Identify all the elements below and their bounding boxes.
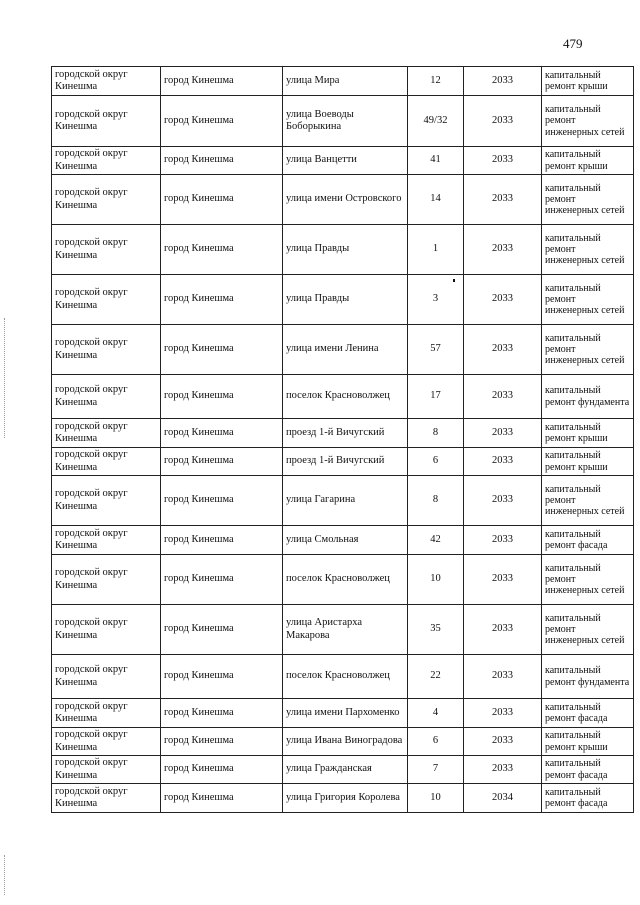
city-cell: город Кинешма [161, 476, 283, 526]
table-row [52, 375, 634, 419]
table-row [52, 756, 634, 784]
house-number-cell: 10 [408, 555, 464, 605]
district-cell: городской округ Кинешма [52, 555, 161, 605]
table-row [52, 147, 634, 175]
table-row [52, 699, 634, 728]
district-cell: городской округ Кинешма [52, 96, 161, 147]
street-cell: улица Гагарина [283, 476, 408, 526]
street-cell: проезд 1-й Вичугский [283, 448, 408, 476]
table-row [52, 275, 634, 325]
work-type-cell: капитальный ремонт инженерных сетей [542, 225, 634, 275]
street-cell: улица имени Островского [283, 175, 408, 225]
year-cell: 2033 [464, 526, 542, 555]
street-cell: улица Аристарха Макарова [283, 605, 408, 655]
work-type-cell: капитальный ремонт крыши [542, 67, 634, 96]
year-cell: 2033 [464, 728, 542, 756]
street-cell: поселок Красноволжец [283, 555, 408, 605]
street-cell: улица имени Ленина [283, 325, 408, 375]
district-cell: городской округ Кинешма [52, 784, 161, 813]
work-type-cell: капитальный ремонт фасада [542, 699, 634, 728]
street-cell: проезд 1-й Вичугский [283, 419, 408, 448]
city-cell: город Кинешма [161, 756, 283, 784]
district-cell: городской округ Кинешма [52, 419, 161, 448]
district-cell: городской округ Кинешма [52, 476, 161, 526]
city-cell: город Кинешма [161, 555, 283, 605]
district-cell: городской округ Кинешма [52, 756, 161, 784]
street-cell: поселок Красноволжец [283, 655, 408, 699]
district-cell: городской округ Кинешма [52, 375, 161, 419]
year-cell: 2033 [464, 175, 542, 225]
city-cell: город Кинешма [161, 655, 283, 699]
city-cell: город Кинешма [161, 96, 283, 147]
work-type-cell: капитальный ремонт инженерных сетей [542, 605, 634, 655]
district-cell: городской округ Кинешма [52, 147, 161, 175]
year-cell: 2033 [464, 448, 542, 476]
year-cell: 2033 [464, 96, 542, 147]
year-cell: 2033 [464, 655, 542, 699]
table-row [52, 655, 634, 699]
city-cell: город Кинешма [161, 728, 283, 756]
street-cell: улица Гражданская [283, 756, 408, 784]
city-cell: город Кинешма [161, 325, 283, 375]
work-type-cell: капитальный ремонт инженерных сетей [542, 96, 634, 147]
margin-scan-marks [4, 318, 6, 438]
house-number-cell: 10 [408, 784, 464, 813]
year-cell: 2033 [464, 275, 542, 325]
house-number-cell: 4 [408, 699, 464, 728]
work-type-cell: капитальный ремонт крыши [542, 448, 634, 476]
house-number-cell: 8 [408, 419, 464, 448]
house-number-cell: 57 [408, 325, 464, 375]
house-number-cell: 12 [408, 67, 464, 96]
page-number: 479 [563, 36, 583, 51]
work-type-cell: капитальный ремонт фундамента [542, 655, 634, 699]
table-row [52, 526, 634, 555]
district-cell: городской округ Кинешма [52, 448, 161, 476]
street-cell: улица Воеводы Боборыкина [283, 96, 408, 147]
house-number-cell: 17 [408, 375, 464, 419]
work-type-cell: капитальный ремонт фасада [542, 756, 634, 784]
district-cell: городской округ Кинешма [52, 275, 161, 325]
table-row [52, 784, 634, 813]
district-cell: городской округ Кинешма [52, 67, 161, 96]
table-row [52, 419, 634, 448]
year-cell: 2033 [464, 147, 542, 175]
district-cell: городской округ Кинешма [52, 325, 161, 375]
repair-schedule-table [51, 66, 634, 813]
street-cell: улица Правды [283, 275, 408, 325]
street-cell: улица Правды [283, 225, 408, 275]
year-cell: 2033 [464, 699, 542, 728]
year-cell: 2033 [464, 375, 542, 419]
table-row [52, 325, 634, 375]
street-cell: улица Мира [283, 67, 408, 96]
street-cell: поселок Красноволжец [283, 375, 408, 419]
city-cell: город Кинешма [161, 605, 283, 655]
house-number-cell: 6 [408, 728, 464, 756]
table-row [52, 67, 634, 96]
work-type-cell: капитальный ремонт инженерных сетей [542, 275, 634, 325]
house-number-cell: 8 [408, 476, 464, 526]
district-cell: городской округ Кинешма [52, 526, 161, 555]
house-number-cell: 7 [408, 756, 464, 784]
work-type-cell: капитальный ремонт инженерных сетей [542, 555, 634, 605]
year-cell: 2033 [464, 225, 542, 275]
table-row [52, 555, 634, 605]
district-cell: городской округ Кинешма [52, 728, 161, 756]
district-cell: городской округ Кинешма [52, 175, 161, 225]
city-cell: город Кинешма [161, 419, 283, 448]
city-cell: город Кинешма [161, 147, 283, 175]
work-type-cell: капитальный ремонт фасада [542, 784, 634, 813]
city-cell: город Кинешма [161, 448, 283, 476]
year-cell: 2033 [464, 67, 542, 96]
table-row [52, 728, 634, 756]
table-body [52, 67, 634, 813]
city-cell: город Кинешма [161, 526, 283, 555]
house-number-cell: 6 [408, 448, 464, 476]
city-cell: город Кинешма [161, 699, 283, 728]
table-row [52, 175, 634, 225]
district-cell: городской округ Кинешма [52, 699, 161, 728]
street-cell: улица Григория Королева [283, 784, 408, 813]
year-cell: 2033 [464, 325, 542, 375]
year-cell: 2033 [464, 555, 542, 605]
house-number-cell: 22 [408, 655, 464, 699]
work-type-cell: капитальный ремонт инженерных сетей [542, 175, 634, 225]
city-cell: город Кинешма [161, 67, 283, 96]
house-number-cell: 35 [408, 605, 464, 655]
house-number-cell: 41 [408, 147, 464, 175]
table-row [52, 605, 634, 655]
work-type-cell: капитальный ремонт фасада [542, 526, 634, 555]
work-type-cell: капитальный ремонт инженерных сетей [542, 476, 634, 526]
work-type-cell: капитальный ремонт инженерных сетей [542, 325, 634, 375]
table-row [52, 448, 634, 476]
house-number-cell: 1 [408, 225, 464, 275]
city-cell: город Кинешма [161, 175, 283, 225]
city-cell: город Кинешма [161, 375, 283, 419]
district-cell: городской округ Кинешма [52, 605, 161, 655]
year-cell: 2033 [464, 605, 542, 655]
district-cell: городской округ Кинешма [52, 225, 161, 275]
street-cell: улица Ивана Виноградова [283, 728, 408, 756]
street-cell: улица имени Пархоменко [283, 699, 408, 728]
house-number-cell: 14 [408, 175, 464, 225]
house-number-cell: 42 [408, 526, 464, 555]
year-cell: 2033 [464, 756, 542, 784]
district-cell: городской округ Кинешма [52, 655, 161, 699]
table-row [52, 225, 634, 275]
city-cell: город Кинешма [161, 225, 283, 275]
city-cell: город Кинешма [161, 784, 283, 813]
table-row [52, 96, 634, 147]
house-number-cell: 49/32 [408, 96, 464, 147]
street-cell: улица Смольная [283, 526, 408, 555]
house-number-cell: 3 [408, 275, 464, 325]
work-type-cell: капитальный ремонт крыши [542, 728, 634, 756]
year-cell: 2033 [464, 476, 542, 526]
city-cell: город Кинешма [161, 275, 283, 325]
table-row [52, 476, 634, 526]
work-type-cell: капитальный ремонт фундамента [542, 375, 634, 419]
margin-scan-marks-lower [4, 855, 6, 895]
year-cell: 2033 [464, 419, 542, 448]
work-type-cell: капитальный ремонт крыши [542, 147, 634, 175]
street-cell: улица Ванцетти [283, 147, 408, 175]
year-cell: 2034 [464, 784, 542, 813]
scan-mark [453, 279, 455, 282]
work-type-cell: капитальный ремонт крыши [542, 419, 634, 448]
